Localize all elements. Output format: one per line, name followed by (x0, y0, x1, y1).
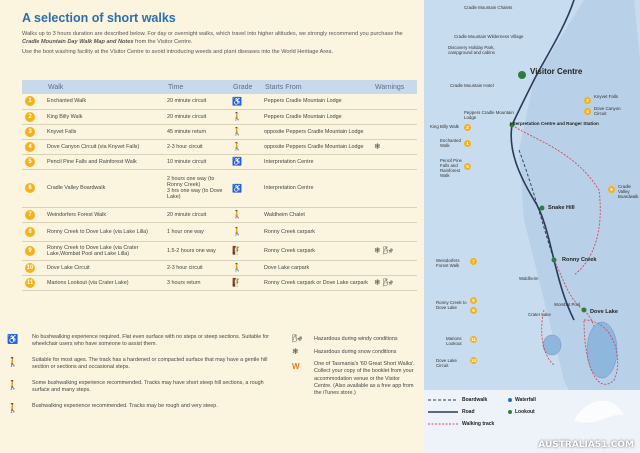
legend-snow: Hazardous during snow conditions (314, 349, 397, 355)
walk-name: King Billy Walk (47, 113, 83, 120)
walk-number-badge: 7 (25, 210, 35, 220)
walk-start: Waldheim Chalet (264, 211, 305, 218)
num-cell (22, 169, 44, 207)
legend-wind: Hazardous during windy conditions (314, 336, 398, 342)
warn-cell (371, 260, 417, 275)
walk-start: Dove Lake carpark (264, 264, 310, 271)
table-row (22, 124, 417, 139)
legend-easy: Suitable for most ages. The track has a hardened or compacted surface that may have a gentle hill section or sections and occasional steps. (32, 357, 268, 371)
walk-cell (44, 109, 164, 124)
grade-easy-icon: 🚶 (232, 112, 242, 121)
grade-cell (229, 94, 261, 109)
snake-hill-marker (540, 206, 545, 211)
num-cell (22, 207, 44, 222)
table-row (22, 139, 417, 154)
legend-boardwalk: Boardwalk (462, 397, 488, 403)
intro-boot-washing: Use the boot washing facility at the Visitor Centre to avoid introducing weeds and plant diseases into the World Heritage Area. (22, 49, 334, 55)
time-cell (164, 222, 229, 241)
snow-warning-icon: ❄ (374, 142, 381, 151)
grade-moderate-icon: 🚶 (232, 263, 242, 272)
table-row (22, 222, 417, 241)
legend-moderate: Some bushwalking experience recommended. Tracks may have short steep hill sections, a rough surface and many steps. (32, 380, 264, 394)
dove-lake-marker (582, 308, 587, 313)
time-cell (164, 169, 229, 207)
map-label-dove-circuit: Dove Lake Circuit (436, 358, 457, 368)
intro-text-2: from the Visitor Centre. (133, 39, 193, 45)
walk-start: opposite Peppers Cradle Mountain Lodge (264, 143, 364, 150)
walk-number-badge: 11 (26, 279, 34, 286)
time-cell (164, 154, 229, 169)
time-cell (164, 207, 229, 222)
legend-lookout: Lookout (515, 409, 535, 415)
map-label-cradle-valley: Cradle Valley Boardwalk (618, 184, 639, 199)
walk-cell (44, 207, 164, 222)
grade-cell (229, 222, 261, 241)
grade-accessible-icon: ♿ (232, 96, 242, 106)
header-grade: Grade (229, 80, 261, 94)
table-row (22, 154, 417, 169)
grade-cell (229, 124, 261, 139)
legend-great-walks: One of Tasmania's '60 Great Short Walks'. Collect your copy of the booklet from your accommodation venue or the Visitor Centre. (Also available as a free app from the iTunes store.) (314, 361, 415, 397)
walk-cell (44, 260, 164, 275)
start-cell (261, 207, 371, 222)
legend-accessible: No bushwalking experience required. Flat even surface with no steps or steep sections. Suitable for wheelchair users who have someone to assist them. (32, 334, 270, 348)
walk-name: Weindorfers Forest Walk (47, 211, 107, 218)
grade-cell (229, 207, 261, 222)
warn-cell (371, 222, 417, 241)
walk-name: Knyvet Falls (47, 128, 77, 135)
map-label-pencil-pine: Pencil Pine Falls and Rainforest Walk (440, 158, 462, 178)
grade-cell (229, 260, 261, 275)
start-cell (261, 109, 371, 124)
page-title: A selection of short walks (22, 11, 176, 25)
walk-time: 2 hours one way (to Ronny Creek) 3 hrs one way (to Dove Lake) (167, 176, 223, 200)
grade-hard-icon: 🧗 (232, 246, 242, 255)
walk-time: 2-3 hour circuit (167, 143, 203, 150)
map-marker-1: 1 (464, 140, 471, 147)
walk-time: 20 minute circuit (167, 113, 207, 120)
map-label-king-billy: King Billy Walk (430, 124, 459, 129)
walk-start: Interpretation Centre (264, 185, 314, 191)
walk-name: Ronny Creek to Dove Lake (via Crater Lake,Wombat Pool and Lake Lilla) (47, 244, 139, 257)
map-marker-5: 5 (464, 163, 471, 170)
warn-cell (371, 124, 417, 139)
walk-start: Peppers Cradle Mountain Lodge (264, 113, 342, 120)
walk-name: Enchanted Walk (47, 98, 87, 105)
warn-cell (371, 109, 417, 124)
warn-cell (371, 154, 417, 169)
walk-start: Ronny Creek carpark (264, 247, 315, 254)
start-cell (261, 154, 371, 169)
map-label-village: Cradle Mountain Wilderness Village (454, 34, 524, 39)
map-label-wombat-pool: Wombat Pool (554, 302, 581, 307)
map-marker-4: 4 (584, 108, 591, 115)
grade-cell (229, 169, 261, 207)
map-panel (424, 0, 640, 453)
walk-time: 3 hours return (167, 279, 201, 286)
map-label-dove-canyon: Dove Canyon Circuit (594, 106, 621, 116)
walk-name: Cradle Valley Boardwalk (47, 185, 106, 191)
walk-number-badge: 1 (25, 96, 35, 106)
num-cell (22, 94, 44, 109)
grade-cell (229, 275, 261, 290)
intro-map-name: Cradle Mountain Day Walk Map and Notes (22, 39, 134, 45)
walk-start: Ronny Creek carpark (264, 228, 315, 235)
map-marker-8: 8 (470, 297, 477, 304)
num-cell (22, 260, 44, 275)
warn-cell (371, 169, 417, 207)
walk-number-badge: 2 (25, 112, 35, 122)
walk-cell (44, 222, 164, 241)
great-walks-icon: W (292, 362, 300, 371)
walk-number-badge: 9 (25, 246, 35, 256)
snow-warning-icon: ❄ (292, 347, 299, 356)
warn-cell (371, 207, 417, 222)
grade-accessible-icon: ♿ (232, 157, 242, 166)
intro-text-1: Walks up to 3 hours duration are described below. For day or overnight walks, which travel into higher altitudes, we strongly recommend you purchase the (22, 31, 403, 37)
map-marker-7: 7 (470, 258, 477, 265)
walk-start: Peppers Cradle Mountain Lodge (264, 98, 342, 105)
start-cell (261, 241, 371, 260)
warn-cell (371, 275, 417, 290)
map-ronny-creek: Ronny Creek (562, 257, 597, 263)
map-label-crater-lake: Crater Lake (528, 312, 551, 317)
map-label-discovery: Discovery Holiday Park, campground and cabins (448, 45, 495, 55)
walk-name: Dove Canyon Circuit (via Knyvet Falls) (47, 143, 140, 150)
walk-cell (44, 124, 164, 139)
walk-number-badge: 6 (25, 183, 35, 193)
num-cell (22, 124, 44, 139)
table-row (22, 207, 417, 222)
legend-road: Road (462, 409, 475, 415)
warn-cell (371, 94, 417, 109)
start-cell (261, 260, 371, 275)
walk-cell (44, 275, 164, 290)
num-cell (22, 109, 44, 124)
map-waldheim: Waldheim (519, 276, 539, 281)
walk-time: 10 minute circuit (167, 158, 207, 165)
time-cell (164, 94, 229, 109)
walk-time: 20 minute circuit (167, 98, 207, 105)
start-cell (261, 94, 371, 109)
num-cell (22, 139, 44, 154)
map-label-peppers: Peppers Cradle Mountain Lodge (464, 110, 514, 120)
table-header (22, 80, 417, 94)
snow-warning-icon: ❄ (374, 278, 381, 287)
grade-accessible-icon: ♿ (7, 334, 19, 344)
warn-cell (371, 241, 417, 260)
map-marker-9: 9 (470, 307, 477, 314)
legend-waterfall: Waterfall (515, 397, 536, 403)
grade-cell (229, 241, 261, 260)
intro-text (22, 30, 417, 56)
grade-moderate-icon: 🚶 (7, 380, 19, 390)
walk-time: 45 minute return (167, 128, 207, 135)
table-row (22, 260, 417, 275)
walk-name: Ronny Creek to Dove Lake (via Lake Lilla) (47, 228, 148, 235)
num-cell (22, 222, 44, 241)
ronny-creek-marker (552, 258, 557, 263)
legend-lookout-dot (508, 410, 512, 414)
header-walk: Walk (44, 80, 164, 94)
watermark: AUSTRALIA51.COM (538, 440, 634, 450)
map-snake-hill: Snake Hill (548, 205, 575, 211)
map-dove-lake: Dove Lake (590, 309, 618, 315)
time-cell (164, 275, 229, 290)
header-starts: Starts From (261, 80, 371, 94)
time-cell (164, 241, 229, 260)
walk-start: opposite Peppers Cradle Mountain Lodge (264, 128, 364, 135)
map-visitor-centre: Visitor Centre (530, 67, 583, 76)
wind-warning-icon: 🌬 (382, 246, 393, 255)
grade-hard-icon: 🧗 (232, 278, 242, 287)
table-row (22, 275, 417, 290)
grade-moderate-icon: 🚶 (232, 210, 242, 219)
map-marker-3: 3 (584, 97, 591, 104)
map-label-marions: Marions Lookout (446, 336, 462, 346)
map-label-weindorfers: Weindorfers Forest Walk (436, 258, 460, 268)
map-label-knyvet: Knyvet Falls (594, 94, 618, 99)
table-row (22, 109, 417, 124)
start-cell (261, 124, 371, 139)
map-label-hotel: Cradle Mountain Hotel (450, 83, 494, 88)
table-row (22, 241, 417, 260)
map-label-enchanted: Enchanted Walk (440, 138, 461, 148)
wind-warning-icon: 🌬 (382, 278, 393, 287)
grade-easy-icon: 🚶 (7, 357, 19, 367)
walk-number-badge: 5 (25, 157, 35, 167)
time-cell (164, 109, 229, 124)
legend-walking-track: Walking track (462, 421, 495, 427)
walk-number-badge: 4 (25, 142, 35, 152)
snow-warning-icon: ❄ (374, 246, 381, 255)
time-cell (164, 124, 229, 139)
walk-time: 2-3 hour circuit (167, 264, 203, 271)
map-label-chalets: Cradle Mountain Chalets (464, 5, 513, 10)
grade-moderate-icon: 🚶 (232, 142, 242, 151)
grade-easy-icon: 🚶 (232, 127, 242, 136)
start-cell (261, 169, 371, 207)
grade-hard-icon: 🚶 (7, 403, 19, 413)
grade-accessible-icon: ♿ (232, 183, 242, 193)
start-cell (261, 222, 371, 241)
wind-warning-icon: 🌬 (292, 334, 303, 343)
walks-table (22, 80, 417, 291)
start-cell (261, 275, 371, 290)
table-row (22, 94, 417, 109)
walk-time: 1 hour one way (167, 228, 204, 235)
legend-hard: Bushwalking experience recommended. Tracks may be rough and very steep. (32, 403, 218, 409)
map-interp-centre: Interpretation Centre and Ranger Station (510, 121, 599, 126)
map-marker-11: 11 (471, 337, 476, 342)
grade-cell (229, 139, 261, 154)
walk-time: 20 minute circuit (167, 211, 207, 218)
time-cell (164, 260, 229, 275)
walk-number-badge: 8 (25, 227, 35, 237)
walk-start: Interpretation Centre (264, 158, 314, 165)
num-cell (22, 275, 44, 290)
walk-start: Ronny Creek carpark or Dove Lake carpark (264, 279, 368, 286)
map-marker-6: 6 (608, 186, 615, 193)
legend-waterfall-dot (508, 398, 512, 402)
start-cell (261, 139, 371, 154)
map-marker-10: 10 (470, 358, 476, 363)
walk-cell (44, 139, 164, 154)
walk-name: Marions Lookout (via Crater Lake) (47, 279, 129, 286)
num-cell (22, 154, 44, 169)
map-marker-2: 2 (464, 124, 471, 131)
header-num (22, 80, 44, 94)
walk-cell (44, 241, 164, 260)
header-warnings: Warnings (371, 80, 417, 94)
walk-cell (44, 154, 164, 169)
grade-cell (229, 154, 261, 169)
grade-cell (229, 109, 261, 124)
time-cell (164, 139, 229, 154)
walk-cell (44, 169, 164, 207)
walk-name: Dove Lake Circuit (47, 264, 90, 271)
visitor-centre-marker (518, 71, 526, 79)
table-row (22, 169, 417, 207)
walk-name: Pencil Pine Falls and Rainforest Walk (47, 158, 137, 165)
walk-cell (44, 94, 164, 109)
walk-time: 1.5-2 hours one way (167, 247, 216, 254)
walk-number-badge: 3 (25, 127, 35, 137)
map-label-ronny-dove: Ronny Creek to Dove Lake (436, 300, 467, 310)
header-time: Time (164, 80, 229, 94)
walk-number-badge: 10 (26, 264, 34, 271)
warn-cell (371, 139, 417, 154)
grade-moderate-icon: 🚶 (232, 227, 242, 236)
num-cell (22, 241, 44, 260)
